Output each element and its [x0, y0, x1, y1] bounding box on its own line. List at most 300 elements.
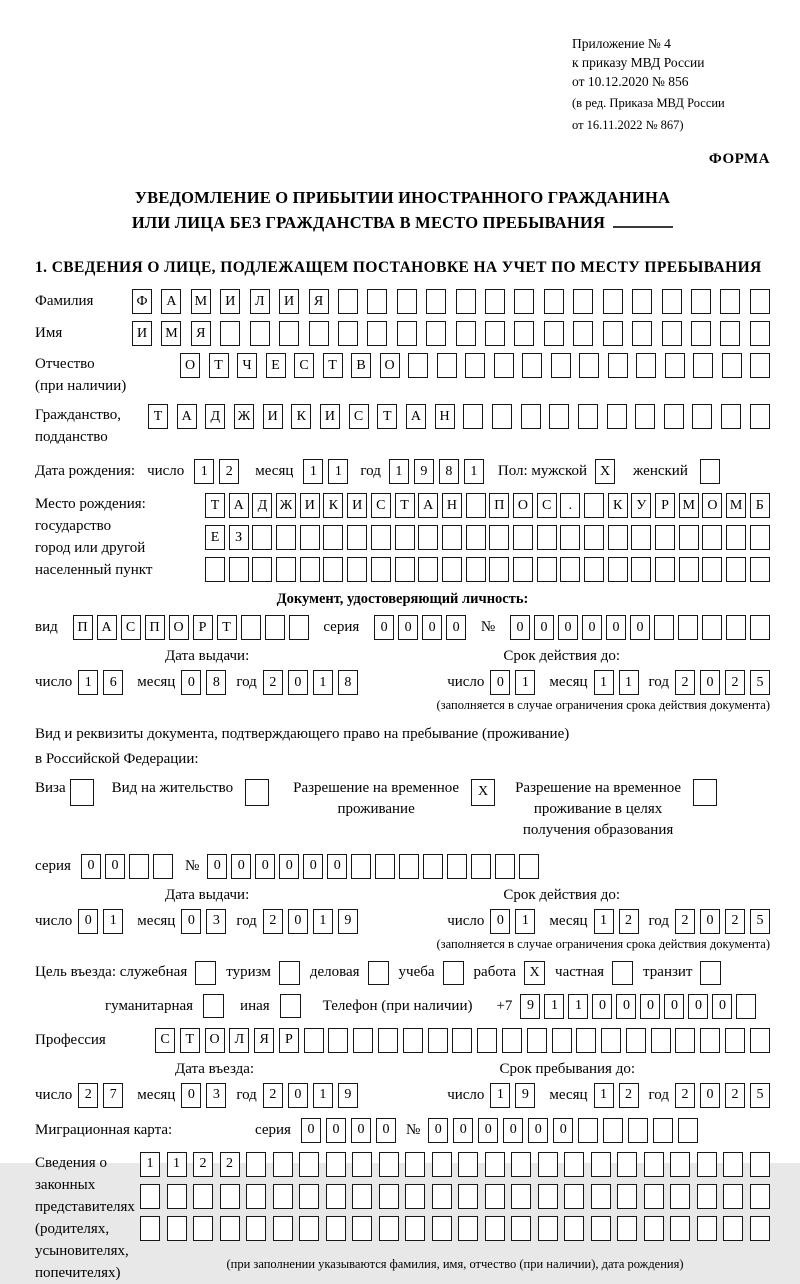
char-cell[interactable]	[463, 404, 483, 429]
char-cell[interactable]	[603, 321, 623, 346]
char-cell[interactable]	[697, 1216, 717, 1241]
char-cell[interactable]	[379, 1184, 399, 1209]
char-cell[interactable]: Т	[217, 615, 237, 640]
char-cell[interactable]	[367, 289, 387, 314]
char-cell[interactable]	[538, 1152, 558, 1177]
char-cell[interactable]	[655, 557, 675, 582]
char-cell[interactable]	[726, 525, 746, 550]
char-cell[interactable]: С	[294, 353, 314, 378]
char-cell[interactable]: К	[323, 493, 343, 518]
char-cell[interactable]	[466, 557, 486, 582]
char-cell[interactable]: Т	[395, 493, 415, 518]
char-cell[interactable]: 0	[534, 615, 554, 640]
char-cell[interactable]	[304, 1028, 324, 1053]
char-cell[interactable]	[644, 1216, 664, 1241]
char-cell[interactable]	[720, 289, 740, 314]
char-cell[interactable]	[326, 1152, 346, 1177]
char-cell[interactable]: 0	[105, 854, 125, 879]
char-cell[interactable]	[750, 1028, 770, 1053]
char-cell[interactable]: Ф	[132, 289, 152, 314]
char-cell[interactable]: 0	[303, 854, 323, 879]
char-cell[interactable]	[750, 353, 770, 378]
char-cell[interactable]	[564, 1184, 584, 1209]
char-cell[interactable]: 1	[515, 670, 535, 695]
char-cell[interactable]	[573, 321, 593, 346]
char-cell[interactable]: 0	[181, 670, 201, 695]
char-cell[interactable]: 0	[700, 670, 720, 695]
char-cell[interactable]	[129, 854, 149, 879]
char-cell[interactable]	[246, 1152, 266, 1177]
char-cell[interactable]: Р	[655, 493, 675, 518]
char-cell[interactable]	[651, 1028, 671, 1053]
char-cell[interactable]	[662, 321, 682, 346]
char-cell[interactable]	[432, 1152, 452, 1177]
char-cell[interactable]	[485, 1184, 505, 1209]
char-cell[interactable]	[603, 289, 623, 314]
char-cell[interactable]	[579, 353, 599, 378]
char-cell[interactable]: 1	[194, 459, 214, 484]
char-cell[interactable]: 0	[398, 615, 418, 640]
char-cell[interactable]: С	[371, 493, 391, 518]
char-cell[interactable]	[494, 353, 514, 378]
char-cell[interactable]	[544, 321, 564, 346]
char-cell[interactable]	[723, 1184, 743, 1209]
char-cell[interactable]	[458, 1152, 478, 1177]
char-cell[interactable]	[511, 1184, 531, 1209]
char-cell[interactable]	[353, 1028, 373, 1053]
char-cell[interactable]	[299, 1184, 319, 1209]
char-cell[interactable]	[617, 1184, 637, 1209]
char-cell[interactable]: И	[300, 493, 320, 518]
char-cell[interactable]	[399, 854, 419, 879]
char-cell[interactable]	[397, 321, 417, 346]
char-cell[interactable]: 1	[544, 994, 564, 1019]
char-cell[interactable]: И	[320, 404, 340, 429]
char-cell[interactable]	[276, 525, 296, 550]
char-cell[interactable]: 1	[303, 459, 323, 484]
char-cell[interactable]	[511, 1152, 531, 1177]
char-cell[interactable]	[635, 404, 655, 429]
char-cell[interactable]	[458, 1216, 478, 1241]
char-cell[interactable]: А	[177, 404, 197, 429]
char-cell[interactable]: 1	[594, 670, 614, 695]
char-cell[interactable]	[665, 353, 685, 378]
char-cell[interactable]	[578, 404, 598, 429]
char-cell[interactable]: П	[145, 615, 165, 640]
char-cell[interactable]: 2	[725, 670, 745, 695]
char-cell[interactable]: Н	[442, 493, 462, 518]
char-cell[interactable]	[722, 353, 742, 378]
char-cell[interactable]	[352, 1216, 372, 1241]
char-cell[interactable]: И	[263, 404, 283, 429]
char-cell[interactable]: 1	[619, 670, 639, 695]
char-cell[interactable]	[576, 1028, 596, 1053]
char-cell[interactable]	[537, 557, 557, 582]
char-cell[interactable]: 0	[453, 1118, 473, 1143]
char-cell[interactable]: 0	[712, 994, 732, 1019]
char-cell[interactable]: Т	[180, 1028, 200, 1053]
char-cell[interactable]: 0	[503, 1118, 523, 1143]
char-cell[interactable]	[514, 289, 534, 314]
char-cell[interactable]: 0	[558, 615, 578, 640]
char-cell[interactable]	[560, 557, 580, 582]
char-cell[interactable]	[289, 615, 309, 640]
char-cell[interactable]	[442, 525, 462, 550]
char-cell[interactable]: В	[351, 353, 371, 378]
char-cell[interactable]: 0	[490, 909, 510, 934]
char-cell[interactable]	[220, 321, 240, 346]
char-cell[interactable]	[371, 557, 391, 582]
char-cell[interactable]: 2	[193, 1152, 213, 1177]
char-cell[interactable]	[750, 1216, 770, 1241]
char-cell[interactable]: 1	[78, 670, 98, 695]
char-cell[interactable]	[351, 854, 371, 879]
char-cell[interactable]	[679, 525, 699, 550]
char-cell[interactable]	[636, 353, 656, 378]
char-cell[interactable]	[368, 961, 389, 985]
char-cell[interactable]: 1	[313, 909, 333, 934]
char-cell[interactable]: 0	[207, 854, 227, 879]
char-cell[interactable]: А	[418, 493, 438, 518]
char-cell[interactable]	[726, 615, 746, 640]
char-cell[interactable]: 0	[700, 1083, 720, 1108]
char-cell[interactable]	[492, 404, 512, 429]
char-cell[interactable]	[584, 525, 604, 550]
char-cell[interactable]	[725, 1028, 745, 1053]
char-cell[interactable]	[750, 1184, 770, 1209]
char-cell[interactable]	[679, 557, 699, 582]
char-cell[interactable]: 7	[103, 1083, 123, 1108]
char-cell[interactable]	[551, 353, 571, 378]
char-cell[interactable]: X	[524, 961, 545, 985]
char-cell[interactable]: М	[679, 493, 699, 518]
char-cell[interactable]: О	[180, 353, 200, 378]
char-cell[interactable]	[693, 779, 717, 806]
char-cell[interactable]: 2	[675, 909, 695, 934]
char-cell[interactable]: 1	[594, 909, 614, 934]
char-cell[interactable]	[513, 525, 533, 550]
char-cell[interactable]	[423, 854, 443, 879]
char-cell[interactable]: 9	[338, 1083, 358, 1108]
char-cell[interactable]	[626, 1028, 646, 1053]
char-cell[interactable]: 8	[338, 670, 358, 695]
char-cell[interactable]	[426, 289, 446, 314]
char-cell[interactable]: 8	[439, 459, 459, 484]
char-cell[interactable]	[397, 289, 417, 314]
char-cell[interactable]: А	[406, 404, 426, 429]
char-cell[interactable]	[485, 289, 505, 314]
char-cell[interactable]: П	[489, 493, 509, 518]
char-cell[interactable]: А	[97, 615, 117, 640]
char-cell[interactable]	[654, 615, 674, 640]
char-cell[interactable]	[502, 1028, 522, 1053]
char-cell[interactable]: П	[73, 615, 93, 640]
char-cell[interactable]: 5	[750, 1083, 770, 1108]
char-cell[interactable]	[700, 459, 720, 484]
char-cell[interactable]	[544, 289, 564, 314]
char-cell[interactable]: 3	[206, 1083, 226, 1108]
char-cell[interactable]	[537, 525, 557, 550]
char-cell[interactable]	[428, 1028, 448, 1053]
char-cell[interactable]	[452, 1028, 472, 1053]
char-cell[interactable]: Я	[191, 321, 211, 346]
char-cell[interactable]	[617, 1152, 637, 1177]
char-cell[interactable]: О	[380, 353, 400, 378]
char-cell[interactable]: 3	[206, 909, 226, 934]
char-cell[interactable]: 9	[338, 909, 358, 934]
char-cell[interactable]	[265, 615, 285, 640]
char-cell[interactable]: 2	[619, 1083, 639, 1108]
char-cell[interactable]: О	[205, 1028, 225, 1053]
char-cell[interactable]: Р	[279, 1028, 299, 1053]
char-cell[interactable]: М	[161, 321, 181, 346]
char-cell[interactable]: 0	[288, 1083, 308, 1108]
char-cell[interactable]	[691, 321, 711, 346]
char-cell[interactable]	[591, 1216, 611, 1241]
char-cell[interactable]: 0	[582, 615, 602, 640]
char-cell[interactable]	[408, 353, 428, 378]
char-cell[interactable]	[700, 961, 721, 985]
char-cell[interactable]: У	[631, 493, 651, 518]
char-cell[interactable]	[367, 321, 387, 346]
char-cell[interactable]: 1	[389, 459, 409, 484]
char-cell[interactable]	[418, 525, 438, 550]
char-cell[interactable]: И	[279, 289, 299, 314]
char-cell[interactable]: 0	[78, 909, 98, 934]
char-cell[interactable]	[564, 1216, 584, 1241]
char-cell[interactable]: 1	[313, 670, 333, 695]
char-cell[interactable]: 2	[78, 1083, 98, 1108]
char-cell[interactable]	[328, 1028, 348, 1053]
char-cell[interactable]	[140, 1216, 160, 1241]
char-cell[interactable]	[456, 321, 476, 346]
char-cell[interactable]: 1	[103, 909, 123, 934]
char-cell[interactable]: О	[169, 615, 189, 640]
char-cell[interactable]: 1	[594, 1083, 614, 1108]
char-cell[interactable]: 0	[510, 615, 530, 640]
char-cell[interactable]	[252, 557, 272, 582]
char-cell[interactable]	[273, 1216, 293, 1241]
char-cell[interactable]: X	[471, 779, 495, 806]
char-cell[interactable]: Е	[205, 525, 225, 550]
char-cell[interactable]: 0	[231, 854, 251, 879]
char-cell[interactable]	[489, 557, 509, 582]
char-cell[interactable]: 0	[279, 854, 299, 879]
char-cell[interactable]	[326, 1184, 346, 1209]
char-cell[interactable]	[300, 525, 320, 550]
char-cell[interactable]	[276, 557, 296, 582]
char-cell[interactable]: 0	[81, 854, 101, 879]
char-cell[interactable]	[608, 525, 628, 550]
char-cell[interactable]	[573, 289, 593, 314]
char-cell[interactable]: Б	[750, 493, 770, 518]
char-cell[interactable]: Л	[250, 289, 270, 314]
char-cell[interactable]: А	[161, 289, 181, 314]
char-cell[interactable]	[511, 1216, 531, 1241]
char-cell[interactable]: 0	[688, 994, 708, 1019]
char-cell[interactable]: 0	[640, 994, 660, 1019]
char-cell[interactable]	[323, 525, 343, 550]
char-cell[interactable]: К	[608, 493, 628, 518]
char-cell[interactable]: 0	[478, 1118, 498, 1143]
char-cell[interactable]	[466, 525, 486, 550]
char-cell[interactable]: 0	[288, 909, 308, 934]
char-cell[interactable]: 2	[263, 1083, 283, 1108]
char-cell[interactable]: .	[560, 493, 580, 518]
char-cell[interactable]	[375, 854, 395, 879]
char-cell[interactable]	[560, 525, 580, 550]
char-cell[interactable]: 5	[750, 909, 770, 934]
char-cell[interactable]	[552, 1028, 572, 1053]
char-cell[interactable]: Д	[252, 493, 272, 518]
char-cell[interactable]	[443, 961, 464, 985]
char-cell[interactable]	[631, 557, 651, 582]
title-blank-underline[interactable]	[613, 225, 673, 228]
char-cell[interactable]	[273, 1152, 293, 1177]
char-cell[interactable]: 0	[630, 615, 650, 640]
char-cell[interactable]: Т	[205, 493, 225, 518]
char-cell[interactable]: Л	[229, 1028, 249, 1053]
char-cell[interactable]	[466, 493, 486, 518]
char-cell[interactable]	[670, 1152, 690, 1177]
char-cell[interactable]	[513, 557, 533, 582]
char-cell[interactable]	[280, 994, 301, 1018]
char-cell[interactable]	[485, 1152, 505, 1177]
char-cell[interactable]	[323, 557, 343, 582]
char-cell[interactable]	[692, 404, 712, 429]
char-cell[interactable]	[617, 1216, 637, 1241]
char-cell[interactable]: 0	[181, 1083, 201, 1108]
char-cell[interactable]	[726, 557, 746, 582]
char-cell[interactable]	[697, 1184, 717, 1209]
char-cell[interactable]	[631, 525, 651, 550]
char-cell[interactable]: 2	[675, 1083, 695, 1108]
char-cell[interactable]: 2	[619, 909, 639, 934]
char-cell[interactable]: 0	[255, 854, 275, 879]
char-cell[interactable]: 6	[103, 670, 123, 695]
char-cell[interactable]	[403, 1028, 423, 1053]
char-cell[interactable]	[338, 289, 358, 314]
char-cell[interactable]	[697, 1152, 717, 1177]
char-cell[interactable]	[608, 557, 628, 582]
char-cell[interactable]	[538, 1184, 558, 1209]
char-cell[interactable]: 0	[606, 615, 626, 640]
char-cell[interactable]: 2	[725, 1083, 745, 1108]
char-cell[interactable]	[447, 854, 467, 879]
char-cell[interactable]	[736, 994, 756, 1019]
char-cell[interactable]: 0	[528, 1118, 548, 1143]
char-cell[interactable]: З	[229, 525, 249, 550]
char-cell[interactable]: Я	[254, 1028, 274, 1053]
char-cell[interactable]	[655, 525, 675, 550]
char-cell[interactable]: Д	[205, 404, 225, 429]
char-cell[interactable]	[203, 994, 224, 1018]
char-cell[interactable]: 0	[592, 994, 612, 1019]
char-cell[interactable]	[584, 557, 604, 582]
char-cell[interactable]	[378, 1028, 398, 1053]
char-cell[interactable]: 0	[490, 670, 510, 695]
char-cell[interactable]	[632, 289, 652, 314]
char-cell[interactable]	[662, 289, 682, 314]
char-cell[interactable]	[670, 1184, 690, 1209]
char-cell[interactable]	[246, 1184, 266, 1209]
char-cell[interactable]	[485, 321, 505, 346]
char-cell[interactable]	[664, 404, 684, 429]
char-cell[interactable]: 0	[376, 1118, 396, 1143]
char-cell[interactable]: 0	[301, 1118, 321, 1143]
char-cell[interactable]	[522, 353, 542, 378]
char-cell[interactable]	[538, 1216, 558, 1241]
char-cell[interactable]: 2	[220, 1152, 240, 1177]
char-cell[interactable]: 2	[263, 670, 283, 695]
char-cell[interactable]	[395, 557, 415, 582]
char-cell[interactable]	[591, 1152, 611, 1177]
char-cell[interactable]: 2	[675, 670, 695, 695]
char-cell[interactable]	[485, 1216, 505, 1241]
char-cell[interactable]	[702, 615, 722, 640]
char-cell[interactable]: А	[229, 493, 249, 518]
char-cell[interactable]: 0	[700, 909, 720, 934]
char-cell[interactable]: 1	[167, 1152, 187, 1177]
char-cell[interactable]: С	[349, 404, 369, 429]
char-cell[interactable]: 1	[568, 994, 588, 1019]
char-cell[interactable]	[405, 1216, 425, 1241]
char-cell[interactable]	[721, 404, 741, 429]
char-cell[interactable]	[300, 557, 320, 582]
char-cell[interactable]	[700, 1028, 720, 1053]
char-cell[interactable]	[352, 1152, 372, 1177]
char-cell[interactable]	[521, 404, 541, 429]
char-cell[interactable]	[432, 1184, 452, 1209]
char-cell[interactable]	[678, 615, 698, 640]
char-cell[interactable]: 0	[351, 1118, 371, 1143]
char-cell[interactable]: 0	[181, 909, 201, 934]
char-cell[interactable]: 9	[520, 994, 540, 1019]
char-cell[interactable]	[352, 1184, 372, 1209]
char-cell[interactable]	[338, 321, 358, 346]
char-cell[interactable]	[564, 1152, 584, 1177]
char-cell[interactable]	[750, 525, 770, 550]
char-cell[interactable]: 0	[428, 1118, 448, 1143]
char-cell[interactable]: М	[191, 289, 211, 314]
char-cell[interactable]	[193, 1184, 213, 1209]
char-cell[interactable]	[675, 1028, 695, 1053]
char-cell[interactable]	[153, 854, 173, 879]
char-cell[interactable]	[471, 854, 491, 879]
char-cell[interactable]	[241, 615, 261, 640]
char-cell[interactable]: И	[347, 493, 367, 518]
char-cell[interactable]	[279, 321, 299, 346]
char-cell[interactable]: 2	[219, 459, 239, 484]
char-cell[interactable]	[432, 1216, 452, 1241]
char-cell[interactable]: 0	[288, 670, 308, 695]
char-cell[interactable]	[220, 1216, 240, 1241]
char-cell[interactable]	[279, 961, 300, 985]
char-cell[interactable]: С	[121, 615, 141, 640]
char-cell[interactable]	[299, 1216, 319, 1241]
char-cell[interactable]: 1	[313, 1083, 333, 1108]
char-cell[interactable]: Т	[323, 353, 343, 378]
char-cell[interactable]: Ж	[234, 404, 254, 429]
char-cell[interactable]	[245, 779, 269, 806]
char-cell[interactable]: 0	[446, 615, 466, 640]
char-cell[interactable]	[702, 557, 722, 582]
char-cell[interactable]	[750, 1152, 770, 1177]
char-cell[interactable]: 0	[374, 615, 394, 640]
char-cell[interactable]	[426, 321, 446, 346]
char-cell[interactable]	[608, 353, 628, 378]
char-cell[interactable]	[167, 1216, 187, 1241]
